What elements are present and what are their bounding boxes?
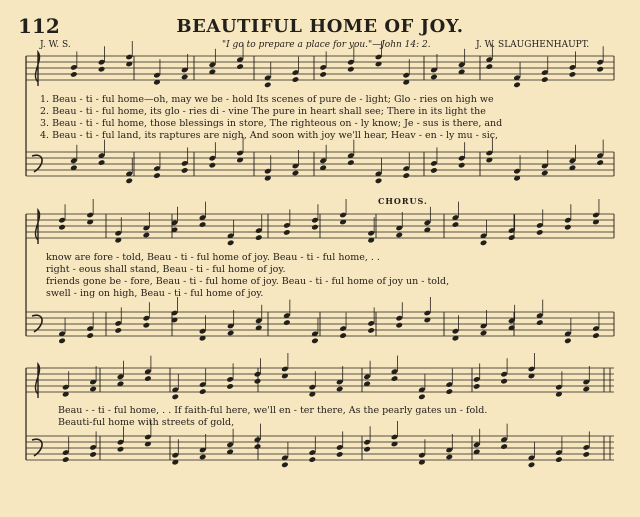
bass-2-notehead <box>143 322 151 329</box>
treble-clef-icon <box>35 52 39 86</box>
lyric-line-3: 3. Beau - ti - ful home, those blessings in store, The righteous on - ly know; Je - sus is there, and <box>40 118 503 129</box>
treble-2-notehead <box>480 240 488 247</box>
treble-1-notehead <box>513 82 521 89</box>
treble-3-notehead <box>336 386 344 393</box>
treble-2-notehead <box>283 229 291 236</box>
bass-2-notehead <box>592 332 600 339</box>
scripture-reference: "I go to prepare a place for you."—John 14: 2. <box>222 40 431 50</box>
treble-3-notehead <box>473 383 481 390</box>
bass-2-notehead <box>536 319 544 326</box>
treble-3-notehead <box>583 386 591 393</box>
bass-2-notehead <box>395 322 403 329</box>
bass-1-notehead <box>153 172 161 179</box>
bass-2-notehead <box>564 338 572 345</box>
treble-2-notehead <box>58 224 66 231</box>
bass-2-notehead <box>339 332 347 339</box>
page-number: 112 <box>18 14 60 38</box>
lyric-line-4: 4. Beau - ti - ful land, its raptures are nigh, And soon with joy we'll hear, Heav - en - ly mu - sic, <box>40 130 499 141</box>
bass-3-notehead <box>254 443 262 450</box>
treble-3-notehead <box>89 386 97 393</box>
treble-3-notehead <box>418 394 426 401</box>
treble-1-notehead <box>569 71 577 78</box>
bass-1-notehead <box>596 159 604 166</box>
treble-1-notehead <box>486 63 494 70</box>
lyric-line-2: 2. Beau - ti - ful home, its glo - ries di - vine The pure in heart shall see; There in its light the <box>40 106 486 117</box>
bass-1-notehead <box>125 178 133 185</box>
bass-3-notehead <box>528 462 536 469</box>
bass-3-notehead <box>583 451 591 458</box>
chorus-label: CHORUS. <box>378 196 428 206</box>
treble-3-notehead <box>199 388 207 395</box>
treble-3-notehead <box>226 383 234 390</box>
bass-3-notehead <box>89 451 97 458</box>
bass-1-notehead <box>347 159 355 166</box>
bass-1-notehead <box>541 170 549 177</box>
bass-2-notehead <box>367 327 375 334</box>
treble-3-notehead <box>391 375 399 382</box>
composer-credit: J. W. SLAUGHENHAUPT. <box>476 40 590 50</box>
treble-2-notehead <box>255 234 263 241</box>
bass-1-notehead <box>98 159 106 166</box>
treble-2-notehead <box>564 224 572 231</box>
treble-clef-icon <box>35 210 39 244</box>
lyric-line-6: right - eous shall stand, Beau - ti - ful home of joy. <box>46 264 286 275</box>
treble-3-notehead <box>144 375 152 382</box>
bass-3-notehead <box>446 454 454 461</box>
bass-3-notehead <box>62 456 70 463</box>
bass-2-notehead <box>86 332 94 339</box>
lyric-line-1: 1. Beau - ti - ful home—oh, may we be - hold Its scenes of pure de - light; Glo - ries on high we <box>40 94 494 105</box>
lyric-line-7: friends gone be - fore, Beau - ti - ful home of joy. Beau - ti - ful home of joy un - told, <box>46 276 450 287</box>
lyricist-credit: J. W. S. <box>40 40 71 50</box>
bass-1-notehead <box>292 170 300 177</box>
bass-2-notehead <box>283 319 291 326</box>
bass-3-notehead <box>336 451 344 458</box>
treble-1-notehead <box>319 71 327 78</box>
treble-1-notehead <box>541 76 549 83</box>
treble-2-notehead <box>395 232 403 239</box>
bass-3-notehead <box>199 454 207 461</box>
treble-1-notehead <box>98 66 106 73</box>
treble-2-notehead <box>311 224 319 231</box>
treble-2-notehead <box>199 221 207 228</box>
bass-2-notehead <box>480 330 488 337</box>
treble-1-notehead <box>292 76 300 83</box>
treble-2-notehead <box>143 232 151 239</box>
hymn-title: BEAUTIFUL HOME OF JOY. <box>176 16 464 37</box>
treble-1-notehead <box>596 66 604 73</box>
treble-1-notehead <box>70 71 78 78</box>
treble-1-notehead <box>430 74 438 81</box>
bass-1-notehead <box>375 178 383 185</box>
bass-2-notehead <box>311 338 319 345</box>
treble-3-notehead <box>172 394 180 401</box>
lyric-line-5: know are fore - told, Beau - ti - ful home of joy. Beau - ti - ful home, . . <box>46 252 380 263</box>
treble-3-notehead <box>446 388 454 395</box>
treble-2-notehead <box>452 221 460 228</box>
lyric-line-8: swell - ing on high, Beau - ti - ful home of joy. <box>46 288 264 299</box>
treble-2-notehead <box>227 240 235 247</box>
treble-3-notehead <box>254 378 262 385</box>
bass-1-notehead <box>181 167 189 174</box>
treble-1-notehead <box>347 66 355 73</box>
bass-3-notehead <box>555 456 563 463</box>
treble-2-notehead <box>536 229 544 236</box>
treble-1-notehead <box>264 82 272 89</box>
lyric-line-9: Beau - - ti - ful home, . . If faith-ful here, we'll en - ter there, As the pearly gates un - fold. <box>58 405 488 416</box>
treble-1-notehead <box>181 74 189 81</box>
bass-1-notehead <box>430 167 438 174</box>
lyric-line-10: Beauti-ful home with streets of gold, <box>58 417 235 428</box>
bass-2-notehead <box>114 327 122 334</box>
bass-3-notehead <box>309 456 317 463</box>
bass-3-notehead <box>117 446 125 453</box>
treble-1-notehead <box>236 63 244 70</box>
bass-3-notehead <box>281 462 289 469</box>
treble-clef-icon <box>35 364 39 398</box>
bass-1-notehead <box>402 172 410 179</box>
bass-3-notehead <box>363 446 371 453</box>
bass-1-notehead <box>209 162 217 169</box>
bass-2-notehead <box>227 330 235 337</box>
bass-2-notehead <box>58 338 66 345</box>
bass-3-notehead <box>500 443 508 450</box>
bass-1-notehead <box>458 162 466 169</box>
treble-3-notehead <box>500 378 508 385</box>
